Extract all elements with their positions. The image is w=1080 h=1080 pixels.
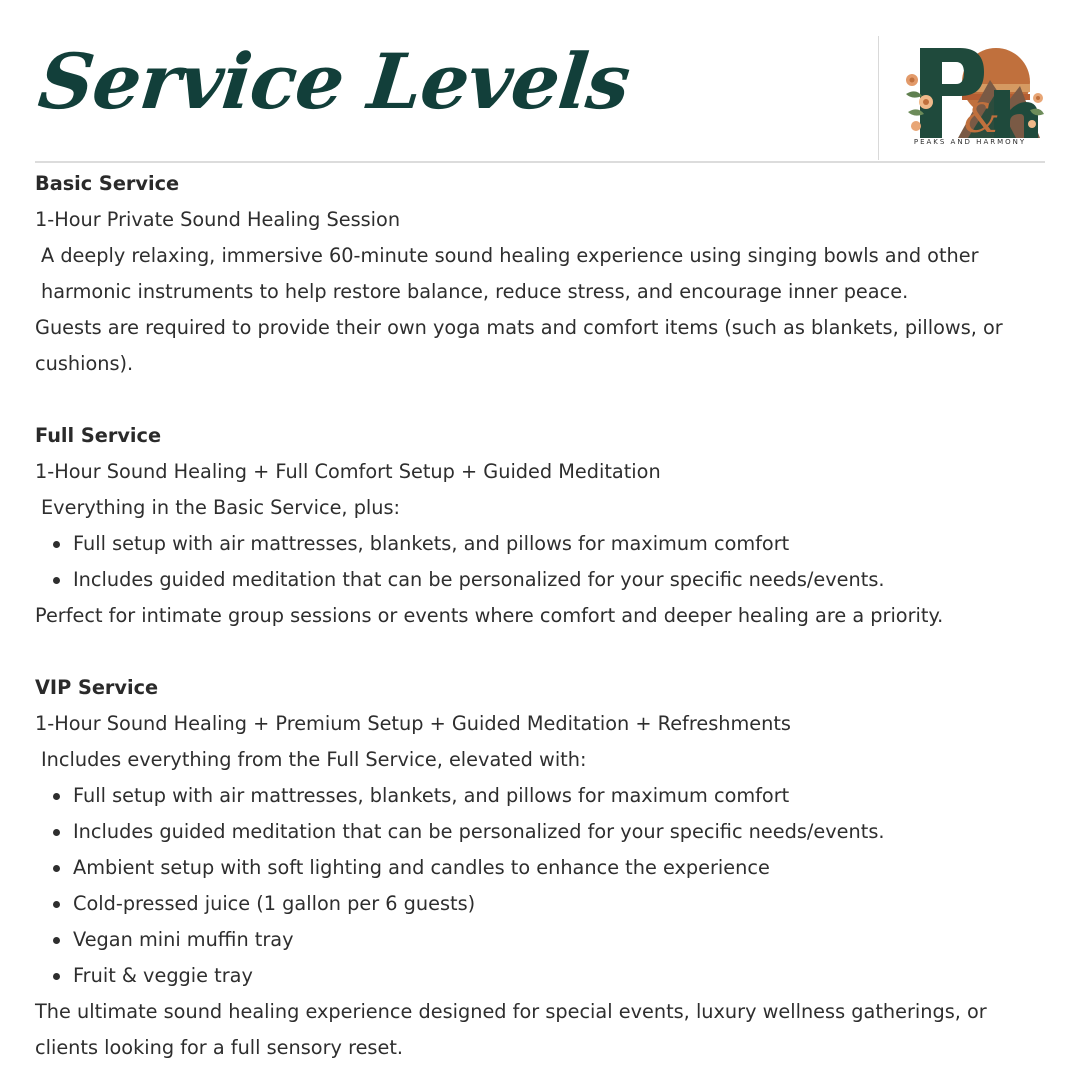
logo-flower-icon (910, 78, 915, 83)
logo-ampersand-icon: & (964, 96, 1000, 142)
logo-flower-icon (1028, 120, 1036, 128)
basic-service-note: Guests are required to provide their own yoga mats and comfort items (such as blankets, pillows, or cushions). (35, 316, 1003, 375)
bullet-icon (53, 937, 60, 944)
vip-service-intro: Includes everything from the Full Service, elevated with: (41, 748, 587, 771)
list-item-text: Full setup with air mattresses, blankets, and pillows for maximum comfort (73, 784, 790, 807)
list-item-text: Full setup with air mattresses, blankets, and pillows for maximum comfort (73, 532, 790, 555)
list-item-text: Fruit & veggie tray (73, 964, 253, 987)
section-spacer (35, 634, 1050, 670)
list-item-text: Cold-pressed juice (1 gallon per 6 guests) (73, 892, 476, 915)
full-service-section (35, 418, 1050, 634)
vip-service-heading: VIP Service (35, 676, 159, 699)
logo-caption: PEAKS AND HARMONY (913, 138, 1027, 146)
page-title: Service Levels (34, 37, 634, 126)
list-item (35, 958, 1050, 994)
bullet-icon (53, 865, 60, 872)
list-item (35, 562, 1050, 598)
list-item-text: Ambient setup with soft lighting and candles to enhance the experience (73, 856, 770, 879)
basic-service-description: A deeply relaxing, immersive 60-minute sound healing experience using singing bowls and other harmonic instruments to help restore balance, reduce stress, and encourage inner peace. (41, 244, 979, 303)
basic-service-subtitle: 1-Hour Private Sound Healing Session (35, 208, 401, 231)
bullet-icon (53, 973, 60, 980)
section-spacer (35, 382, 1050, 418)
logo-flower-icon (923, 99, 929, 105)
logo-flower-icon (911, 121, 921, 131)
list-item (35, 850, 1050, 886)
list-item (35, 778, 1050, 814)
logo-flower-icon (1036, 96, 1040, 100)
full-service-subtitle: 1-Hour Sound Healing + Full Comfort Setup + Guided Meditation (35, 460, 661, 483)
vip-service-note: The ultimate sound healing experience designed for special events, luxury wellness gatherings, or clients looking for a full sensory reset. (35, 1000, 987, 1059)
list-item (35, 922, 1050, 958)
list-item (35, 814, 1050, 850)
logo-leaf-icon (906, 91, 922, 97)
vip-service-subtitle: 1-Hour Sound Healing + Premium Setup + Guided Meditation + Refreshments (35, 712, 791, 735)
page-header (0, 0, 1080, 162)
list-item-text: Vegan mini muffin tray (73, 928, 294, 951)
bullet-icon (53, 829, 60, 836)
full-service-note: Perfect for intimate group sessions or events where comfort and deeper healing are a priority. (35, 604, 944, 627)
basic-service-section (35, 166, 1050, 382)
peaks-and-harmony-logo (898, 40, 1048, 152)
list-item (35, 886, 1050, 922)
full-service-heading: Full Service (35, 424, 162, 447)
basic-service-heading: Basic Service (35, 172, 180, 195)
list-item-text: Includes guided meditation that can be personalized for your specific needs/events. (73, 820, 885, 843)
header-horizontal-divider (35, 161, 1045, 163)
bullet-icon (53, 901, 60, 908)
list-item-text: Includes guided meditation that can be personalized for your specific needs/events. (73, 568, 885, 591)
vip-service-section (35, 670, 1050, 1066)
full-service-intro: Everything in the Basic Service, plus: (41, 496, 401, 519)
list-item (35, 526, 1050, 562)
bullet-icon (53, 577, 60, 584)
vip-service-feature-list (35, 778, 1050, 994)
full-service-feature-list (35, 526, 1050, 598)
header-vertical-divider (878, 36, 879, 160)
service-levels-content (35, 166, 1050, 1066)
bullet-icon (53, 793, 60, 800)
bullet-icon (53, 541, 60, 548)
